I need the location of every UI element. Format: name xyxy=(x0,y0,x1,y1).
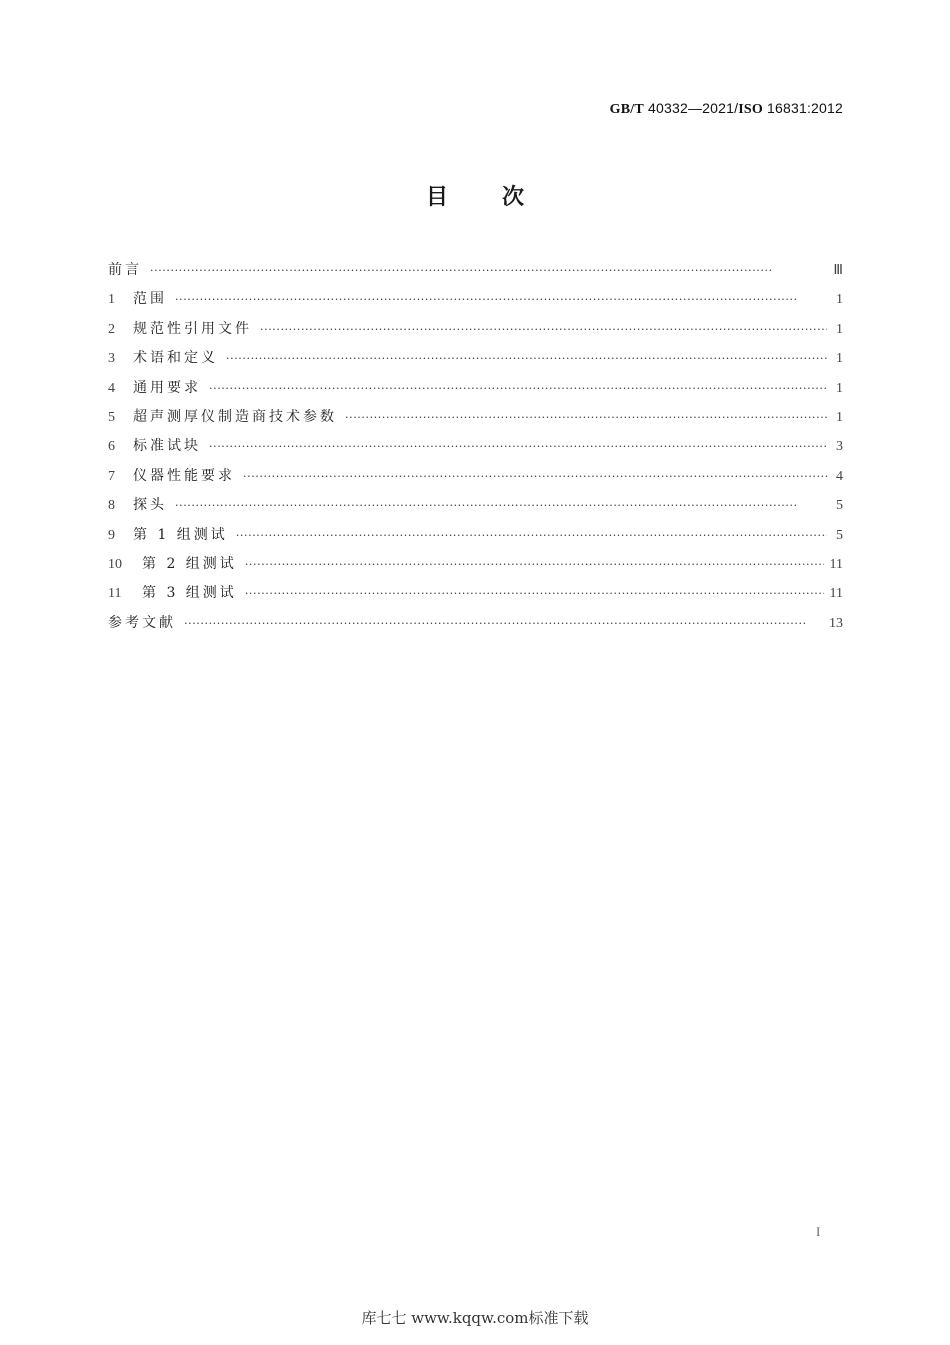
toc-page: 13 xyxy=(829,615,843,631)
toc-label: 探头 xyxy=(133,497,167,514)
toc-label: 术语和定义 xyxy=(133,350,218,367)
dot-leader xyxy=(175,499,827,512)
toc-number: 11 xyxy=(108,586,122,602)
toc-label: 标准试块 xyxy=(133,438,201,455)
toc-number: 5 xyxy=(108,409,115,425)
table-of-contents xyxy=(108,259,843,641)
toc-page: 1 xyxy=(836,321,843,337)
toc-label: 第 2 组测试 xyxy=(142,555,237,572)
dot-leader xyxy=(184,617,823,630)
toc-number: 7 xyxy=(108,468,115,484)
toc-number: 3 xyxy=(108,351,115,367)
dot-leader xyxy=(345,411,827,424)
dot-leader xyxy=(236,529,827,542)
toc-page: 4 xyxy=(836,468,843,484)
toc-entry-7[interactable] xyxy=(108,465,843,494)
toc-entry-5[interactable] xyxy=(108,406,843,435)
toc-entry-8[interactable] xyxy=(108,494,843,523)
footer-watermark: 库七七 www.kqqw.com标准下载 xyxy=(361,1309,589,1327)
title-char-1: 目 xyxy=(425,185,448,210)
toc-number: 2 xyxy=(108,321,115,337)
toc-number: 9 xyxy=(108,527,115,543)
toc-page: 11 xyxy=(829,586,843,602)
toc-entry-foreword[interactable] xyxy=(108,259,843,288)
toc-page: 3 xyxy=(836,439,843,455)
dot-leader xyxy=(245,587,824,600)
toc-entry-4[interactable] xyxy=(108,377,843,406)
dot-leader xyxy=(175,293,827,306)
toc-page: 5 xyxy=(836,498,843,514)
toc-number: 10 xyxy=(108,556,122,572)
toc-label: 第 3 组测试 xyxy=(142,585,237,602)
toc-label: 通用要求 xyxy=(133,379,201,396)
toc-entry-10[interactable] xyxy=(108,553,843,582)
toc-page: 1 xyxy=(836,409,843,425)
dot-leader xyxy=(150,264,827,277)
toc-entry-2[interactable] xyxy=(108,318,843,347)
toc-number: 8 xyxy=(108,498,115,514)
toc-entry-1[interactable] xyxy=(108,288,843,317)
dot-leader xyxy=(260,323,827,336)
toc-label: 超声测厚仪制造商技术参数 xyxy=(133,408,337,425)
dot-leader xyxy=(245,558,824,571)
toc-entry-11[interactable] xyxy=(108,582,843,611)
toc-label: 范围 xyxy=(133,291,167,308)
toc-entry-bibliography[interactable] xyxy=(108,612,843,641)
toc-label: 参考文献 xyxy=(108,614,176,631)
standard-number: 40332—2021/ xyxy=(648,100,739,116)
toc-page: 11 xyxy=(829,556,843,572)
toc-label: 前言 xyxy=(108,262,142,278)
toc-label: 规范性引用文件 xyxy=(133,320,252,337)
toc-page: 5 xyxy=(836,527,843,543)
toc-page: 1 xyxy=(836,380,843,396)
dot-leader xyxy=(226,352,827,365)
toc-entry-9[interactable] xyxy=(108,524,843,553)
page-number: I xyxy=(816,1224,821,1239)
toc-page: 1 xyxy=(836,351,843,367)
dot-leader xyxy=(243,470,827,483)
page-title xyxy=(0,180,950,211)
standard-code-header xyxy=(610,100,843,118)
toc-number: 4 xyxy=(108,380,115,396)
toc-number: 6 xyxy=(108,439,115,455)
toc-number: 1 xyxy=(108,292,115,308)
standard-prefix: GB/T xyxy=(609,102,644,117)
toc-page: 1 xyxy=(836,292,843,308)
toc-label: 仪器性能要求 xyxy=(133,467,235,484)
dot-leader xyxy=(209,382,827,395)
iso-prefix: ISO xyxy=(738,102,763,117)
toc-label: 第 1 组测试 xyxy=(133,526,228,543)
toc-entry-6[interactable] xyxy=(108,435,843,464)
iso-number: 16831:2012 xyxy=(767,100,843,116)
dot-leader xyxy=(209,440,827,453)
toc-entry-3[interactable] xyxy=(108,347,843,376)
title-char-2: 次 xyxy=(502,185,525,210)
toc-page: Ⅲ xyxy=(833,263,843,278)
